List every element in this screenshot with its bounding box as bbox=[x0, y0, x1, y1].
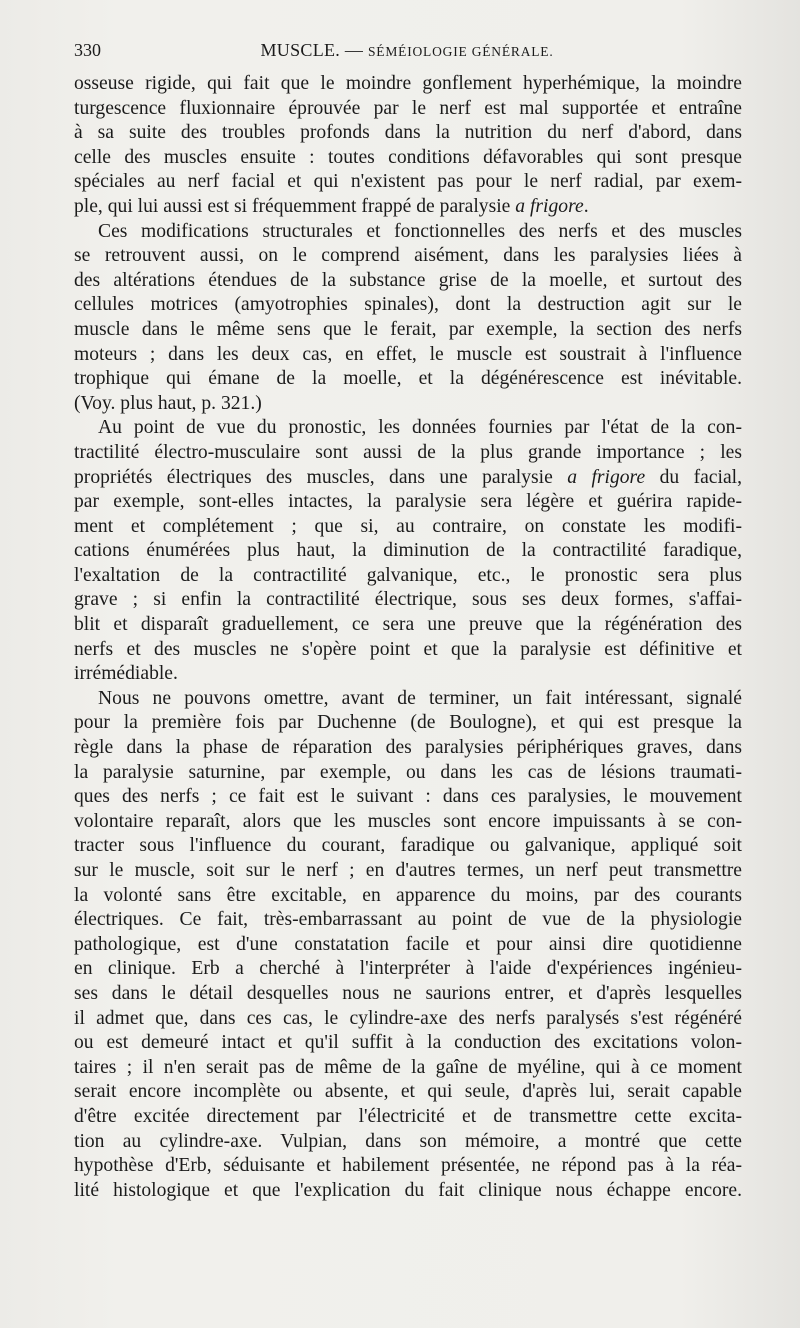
text-line: électriques. Ce fait, très-embarrassant au point de vue de la physiologie bbox=[74, 909, 742, 931]
text-line: propriétés électriques des muscles, dans une paralysie a frigore du facial, bbox=[74, 466, 742, 488]
text-line: tracter sous l'influence du courant, faradique ou galvanique, appliqué soit bbox=[74, 835, 742, 857]
text-line: (Voy. plus haut, p. 321.) bbox=[74, 392, 262, 414]
text-line: taires ; il n'en serait pas de même de la gaîne de myéline, qui à ce moment bbox=[74, 1056, 742, 1078]
text-line: se retrouvent aussi, on le comprend aisément, dans les paralysies liées à bbox=[74, 245, 742, 267]
text-line: la volonté sans être excitable, en apparence du moins, par des courants bbox=[74, 884, 742, 906]
text-line: cations énumérées plus haut, la diminution de la contractilité faradique, bbox=[74, 540, 742, 562]
text-line: pathologique, est d'une constatation facile et pour ainsi dire quotidienne bbox=[74, 933, 742, 955]
text-line: spéciales au nerf facial et qui n'existent pas pour le nerf radial, par exem- bbox=[74, 171, 742, 193]
text-line: ment et complétement ; que si, au contraire, on constate les modifi- bbox=[74, 515, 742, 537]
text-line: d'être excitée directement par l'électricité et de transmettre cette excita- bbox=[74, 1105, 742, 1127]
latin-phrase: a frigore bbox=[515, 195, 584, 217]
text-line: ou est demeuré intact et qu'il suffit à la conduction des excitations volon- bbox=[74, 1032, 742, 1054]
page-number: 330 bbox=[74, 40, 101, 60]
text-line: à sa suite des troubles profonds dans la nutrition du nerf d'abord, dans bbox=[74, 122, 742, 144]
text-line: pour la première fois par Duchenne (de Boulogne), et qui est presque la bbox=[74, 712, 742, 734]
text-line: lité histologique et que l'explication du fait clinique nous échappe encore. bbox=[74, 1179, 742, 1201]
running-head-subtitle: SÉMÉIOLOGIE GÉNÉRALE. bbox=[368, 44, 554, 59]
text-line: nerfs et des muscles ne s'opère point et que la paralysie est définitive et bbox=[74, 638, 742, 660]
text-line: des altérations étendues de la substance grise de la moelle, et surtout des bbox=[74, 269, 742, 291]
text-line: volontaire reparaît, alors que les muscles sont encore impuissants à se con- bbox=[74, 810, 742, 832]
text-line: grave ; si enfin la contractilité électrique, sous ses deux formes, s'affai- bbox=[74, 589, 742, 611]
text-line: l'exaltation de la contractilité galvanique, etc., le pronostic sera plus bbox=[74, 564, 742, 586]
text-line: la paralysie saturnine, par exemple, ou dans les cas de lésions traumati- bbox=[74, 761, 742, 783]
text-line: il admet que, dans ces cas, le cylindre-axe des nerfs paralysés s'est régénéré bbox=[74, 1007, 742, 1029]
text-line: en clinique. Erb a cherché à l'interpréter à l'aide d'expériences ingénieu- bbox=[74, 958, 742, 980]
text-line: muscle dans le même sens que le ferait, par exemple, la section des nerfs bbox=[74, 318, 742, 340]
running-head bbox=[74, 40, 740, 61]
text-line: tractilité électro-musculaire sont aussi de la plus grande importance ; les bbox=[74, 441, 742, 463]
text-line: tion au cylindre-axe. Vulpian, dans son mémoire, a montré que cette bbox=[74, 1130, 742, 1152]
text-line: ques des nerfs ; ce fait est le suivant : dans ces paralysies, le mouvement bbox=[74, 786, 742, 808]
latin-phrase: a frigore bbox=[567, 466, 646, 488]
text-line: moteurs ; dans les deux cas, en effet, le muscle est soustrait à l'influence bbox=[74, 343, 742, 365]
text-line: Ces modifications structurales et fonctionnelles des nerfs et des muscles bbox=[98, 220, 742, 242]
text-line: par exemple, sont-elles intactes, la paralysie sera légère et guérira rapide- bbox=[74, 491, 742, 513]
page-header bbox=[74, 40, 740, 66]
text-line: serait encore incomplète ou absente, et qui seule, d'après lui, serait capable bbox=[74, 1081, 742, 1103]
text-line: ses dans le détail desquelles nous ne saurions entrer, et d'après lesquelles bbox=[74, 982, 742, 1004]
text-line: blit et disparaît graduellement, ce sera une preuve que la régénération des bbox=[74, 614, 742, 636]
text-line: turgescence fluxionnaire éprouvée par le nerf est mal supportée et entraîne bbox=[74, 97, 742, 119]
text-line: Au point de vue du pronostic, les données fournies par l'état de la con- bbox=[98, 417, 742, 439]
text-line: cellules motrices (amyotrophies spinales), dont la destruction agit sur le bbox=[74, 294, 742, 316]
running-head-title: MUSCLE. — bbox=[260, 40, 364, 60]
text-line: Nous ne pouvons omettre, avant de terminer, un fait intéressant, signalé bbox=[98, 687, 742, 709]
text-line: ple, qui lui aussi est si fréquemment frappé de paralysie a frigore. bbox=[74, 195, 589, 217]
text-line: hypothèse d'Erb, séduisante et habilement présentée, ne répond pas à la réa- bbox=[74, 1155, 742, 1177]
text-line: osseuse rigide, qui fait que le moindre gonflement hyperhémique, la moindre bbox=[74, 73, 742, 94]
body-text bbox=[74, 72, 742, 1203]
text-line: règle dans la phase de réparation des paralysies périphériques graves, dans bbox=[74, 737, 742, 759]
text-line: trophique qui émane de la moelle, et la dégénérescence est inévitable. bbox=[74, 368, 742, 390]
text-line: celle des muscles ensuite : toutes conditions défavorables qui sont presque bbox=[74, 146, 742, 168]
text-line: sur le muscle, soit sur le nerf ; en d'autres termes, un nerf peut transmettre bbox=[74, 860, 742, 881]
text-line: irrémédiable. bbox=[74, 663, 178, 685]
